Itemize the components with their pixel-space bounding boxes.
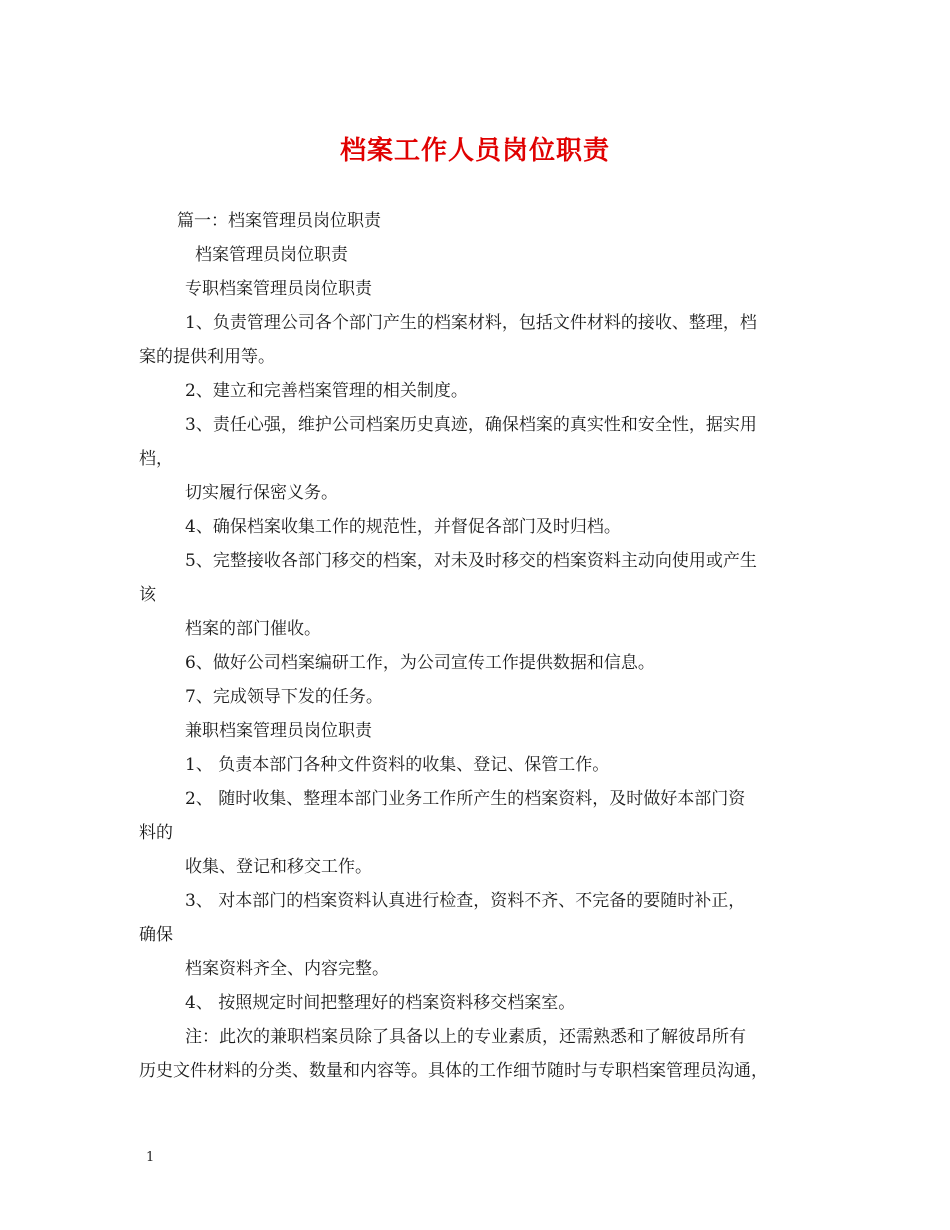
text-line: 该 xyxy=(139,585,156,605)
text-line: 2、建立和完善档案管理的相关制度。 xyxy=(185,381,468,401)
text-line: 专职档案管理员岗位职责 xyxy=(185,279,372,299)
text-line: 2、 随时收集、整理本部门业务工作所产生的档案资料，及时做好本部门资 xyxy=(185,789,746,809)
text-line: 4、 按照规定时间把整理好的档案资料移交档案室。 xyxy=(185,993,576,1013)
text-line: 档案的部门催收。 xyxy=(185,619,321,639)
document-body xyxy=(139,204,819,1088)
text-line: 4、确保档案收集工作的规范性，并督促各部门及时归档。 xyxy=(185,517,621,537)
text-line: 档案资料齐全、内容完整。 xyxy=(185,959,389,979)
text-line: 篇一：档案管理员岗位职责 xyxy=(177,211,381,231)
text-line: 1、负责管理公司各个部门产生的档案材料，包括文件材料的接收、整理，档 xyxy=(185,313,757,333)
text-line: 兼职档案管理员岗位职责 xyxy=(185,721,372,741)
text-line: 确保 xyxy=(139,925,173,945)
text-line: 历史文件材料的分类、数量和内容等。具体的工作细节随时与专职档案管理员沟通， xyxy=(139,1061,768,1081)
text-line: 档， xyxy=(139,449,173,469)
text-line: 5、完整接收各部门移交的档案，对未及时移交的档案资料主动向使用或产生 xyxy=(185,551,757,571)
page-number: 1 xyxy=(146,1150,155,1165)
document-title: 档案工作人员岗位职责 xyxy=(339,136,610,166)
text-line: 注：此次的兼职档案员除了具备以上的专业素质，还需熟悉和了解彼昂所有 xyxy=(185,1027,746,1047)
text-line: 1、 负责本部门各种文件资料的收集、登记、保管工作。 xyxy=(185,755,610,775)
text-line: 6、做好公司档案编研工作，为公司宣传工作提供数据和信息。 xyxy=(185,653,655,673)
text-line: 料的 xyxy=(139,823,173,843)
text-line: 档案管理员岗位职责 xyxy=(195,245,348,265)
text-line: 3、责任心强，维护公司档案历史真迹，确保档案的真实性和安全性，据实用 xyxy=(185,415,757,435)
text-line: 收集、登记和移交工作。 xyxy=(185,857,372,877)
text-line: 3、 对本部门的档案资料认真进行检查，资料不齐、不完备的要随时补正， xyxy=(185,891,746,911)
text-line: 切实履行保密义务。 xyxy=(185,483,338,503)
text-line: 案的提供利用等。 xyxy=(139,347,275,367)
text-line: 7、完成领导下发的任务。 xyxy=(185,687,383,707)
